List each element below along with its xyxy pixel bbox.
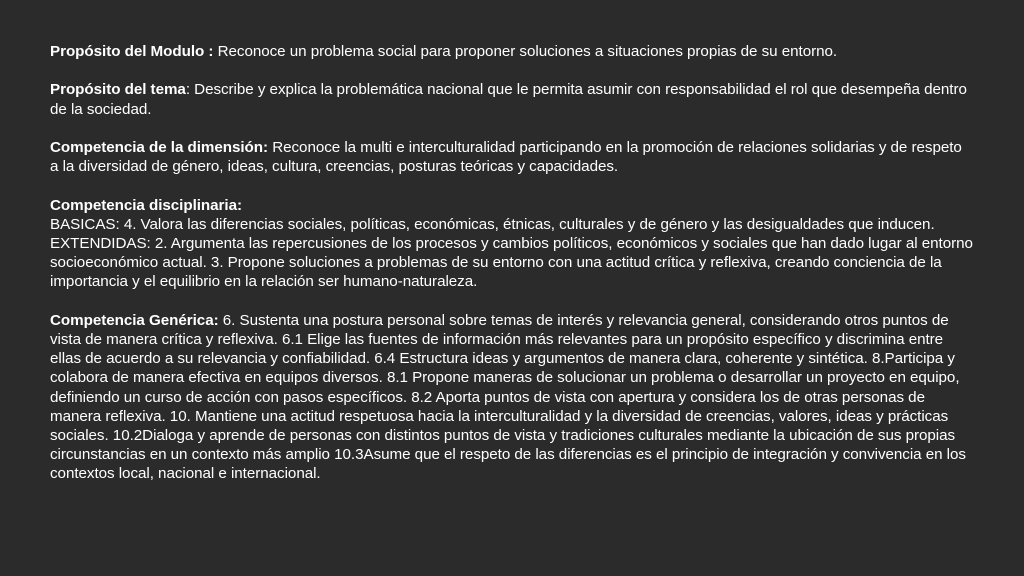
competencia-basicas-text: BASICAS: 4. Valora las diferencias sociales, políticas, económicas, étnicas, culturales y de género y las desigualdades que inducen. <box>50 215 935 233</box>
competencia-dimension-text: Reconoce la multi e interculturalidad participando en la promoción de relaciones solidarias y de respeto a la diversidad de género, ideas, cultura, creencias, posturas teóricas y capacidades. <box>50 138 962 176</box>
proposito-tema-paragraph <box>50 80 974 118</box>
proposito-tema-text: : Describe y explica la problemática nacional que le permita asumir con responsabilidad el rol que desempeña dentro de la sociedad. <box>50 81 967 118</box>
competencia-generica-text: 6. Sustenta una postura personal sobre temas de interés y relevancia general, considerando otros puntos de vista de manera crítica y reflexiva. 6.1 Elige las fuentes de información más relevantes para un propósito específico y discrimina entre ellas de acuerdo a su relevancia y confiabilidad. 6.4 Estructura ideas y argumentos de manera clara, coherente y sintética. 8.Participa y colabora de manera efectiva en equipos diversos. 8.1 Propone maneras de solucionar un problema o desarrollar un proyecto en equipo, definiendo un curso de acción con pasos específicos. 8.2 Aporta puntos de vista con apertura y considera los de otras personas de manera reflexiva. 10. Mantiene una actitud respetuosa hacia la interculturalidad y la diversidad de creencias, valores, ideas y prácticas sociales. 10.2Dialoga y aprende de personas con distintos puntos de vista y tradiciones culturales mediante la ubicación de sus propias circunstancias en un contexto más amplio 10.3Asume que el respeto de las diferencias es el principio de integración y convivencia en los contextos local, nacional e internacional. <box>50 311 966 483</box>
proposito-modulo-label: Propósito del Modulo : <box>50 43 214 60</box>
competencia-disciplinaria-paragraph <box>50 196 974 292</box>
proposito-tema-label: Propósito del tema <box>50 81 186 99</box>
competencia-generica-label: Competencia Genérica: <box>50 311 219 329</box>
proposito-modulo-text: Reconoce un problema social para proponer soluciones a situaciones propias de su entorno. <box>213 43 838 60</box>
competencia-disciplinaria-label: Competencia disciplinaria: <box>50 196 242 214</box>
proposito-modulo-paragraph <box>50 42 974 61</box>
competencia-dimension-label: Competencia de la dimensión: <box>50 138 269 156</box>
competencia-dimension-paragraph <box>50 138 974 176</box>
competencia-extendidas-text: EXTENDIDAS: 2. Argumenta las repercusiones de los procesos y cambios políticos, económicos y sociales que han dado lugar al entorno socioeconómico actual. 3. Propone soluciones a problemas de su entorno con una actitud crítica y reflexiva, creando conciencia de la importancia y el equilibrio en la relación ser humano-naturaleza. <box>50 234 973 291</box>
competencia-generica-paragraph <box>50 311 974 484</box>
